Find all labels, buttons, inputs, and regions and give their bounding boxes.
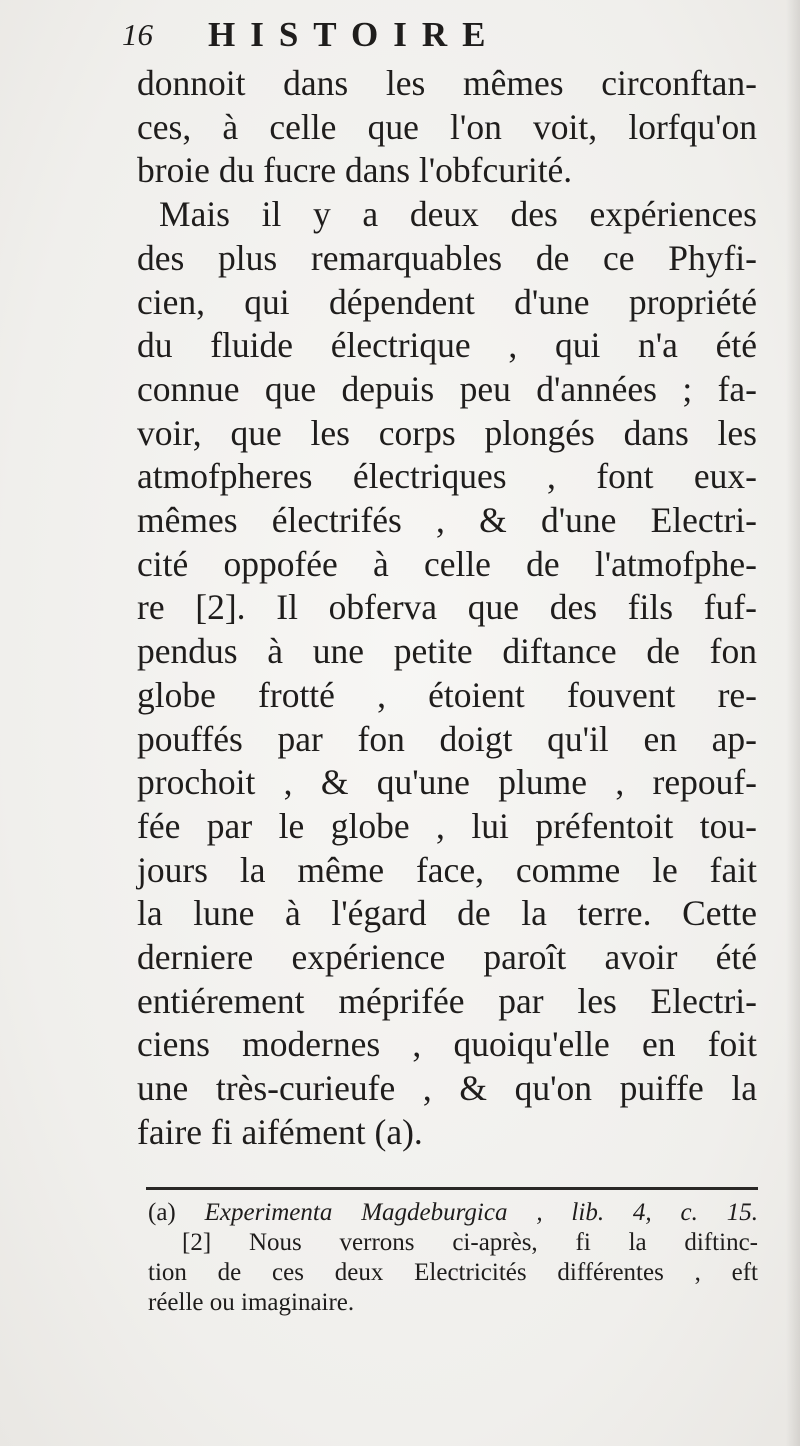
text-line: pouffés par fon doigt qu'il en ap- — [137, 718, 757, 759]
footnote-2-end: réelle ou imaginaire. — [148, 1289, 355, 1316]
text-line: cien, qui dépendent d'une propriété — [137, 281, 757, 322]
footnote-a-text: Experimenta Magdeburgica , lib. 4, c. 15. — [204, 1199, 758, 1226]
text-line: entiérement méprifée par les Electri- — [137, 980, 757, 1021]
text-line: fée par le globe , lui préfentoit tou- — [137, 805, 757, 846]
text-line: globe frotté , étoient fouvent re- — [137, 674, 757, 715]
footnote-marker: (a) — [148, 1199, 176, 1226]
text-line: jours la même face, comme le fait — [137, 849, 757, 890]
text-line: des plus remarquables de ce Phyfi- — [137, 237, 757, 278]
footnote-a — [148, 1198, 758, 1228]
page-number: 16 — [122, 17, 153, 52]
text-line: pendus à une petite diftance de fon — [137, 631, 757, 672]
text-line: cité oppofée à celle de l'atmofphe- — [137, 543, 757, 584]
footnote-2-continued: tion de ces deux Electricités différentes , eft — [148, 1259, 758, 1286]
text-line: connue que depuis peu d'années ; fa- — [137, 368, 757, 409]
text-line: prochoit , & qu'une plume , repouf- — [137, 762, 757, 803]
text-line: ces, à celle que l'on voit, lorfqu'on — [137, 106, 757, 147]
text-line: atmofpheres électriques , font eux- — [137, 456, 757, 497]
paragraph-start-line: Mais il y a deux des expériences — [159, 194, 757, 235]
body-text — [137, 62, 757, 1155]
text-line: du fluide électrique , qui n'a été — [137, 325, 757, 366]
text-line: ciens modernes , quoiqu'elle en foit — [137, 1024, 757, 1065]
footnotes — [148, 1198, 758, 1318]
text-line: derniere expérience paroît avoir été — [137, 937, 757, 978]
page-edge-shadow — [786, 0, 800, 1446]
text-line: une très-curieufe , & qu'on puiffe la — [137, 1068, 757, 1109]
running-title: HISTOIRE — [208, 15, 501, 54]
footnote-2: [2] Nous verrons ci-après, fi la diftinc- — [182, 1229, 758, 1256]
page-header — [122, 10, 682, 60]
text-line: mêmes électrifés , & d'une Electri- — [137, 500, 757, 541]
text-line: broie du fucre dans l'obfcurité. — [137, 150, 573, 191]
footnote-divider — [146, 1187, 758, 1190]
text-line: voir, que les corps plongés dans les — [137, 412, 757, 453]
text-line: re [2]. Il obferva que des fils fuf- — [137, 587, 757, 628]
text-line: donnoit dans les mêmes circonftan- — [137, 63, 757, 103]
text-line: faire fi aifément (a). — [137, 1111, 423, 1152]
text-line: la lune à l'égard de la terre. Cette — [137, 893, 757, 934]
